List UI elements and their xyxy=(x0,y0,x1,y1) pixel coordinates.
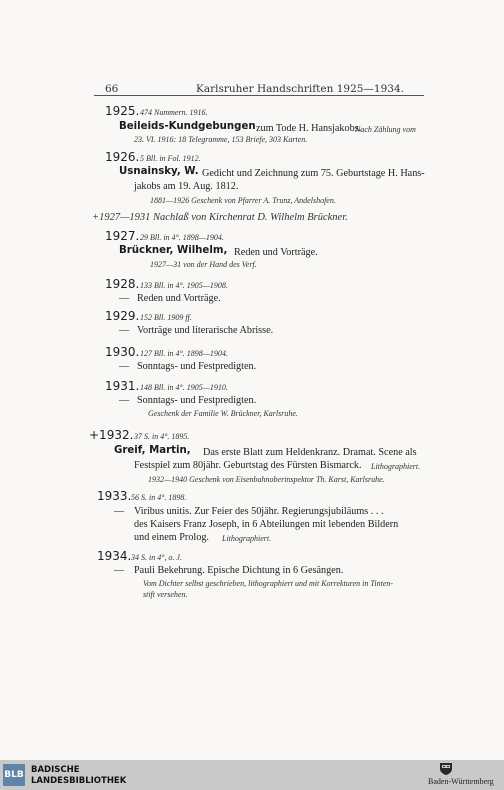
library-name[interactable] xyxy=(31,765,126,787)
entry-meta: 148 Bll. in 4°. 1905—1910. xyxy=(140,383,228,392)
nachlass-heading: +1927—1931 Nachlaß von Kirchenrat D. Wilhelm Brückner. xyxy=(92,212,348,223)
entry-note: Lithographiert. xyxy=(222,534,272,543)
entry-title-cont: des Kaisers Franz Joseph, in 6 Abteilungen mit lebenden Bildern xyxy=(134,519,399,530)
entry-meta: 127 Bll. in 4°. 1898—1904. xyxy=(140,349,228,358)
entry-dash: — xyxy=(119,325,130,336)
entry-meta: 133 Bll. in 4°. 1905—1908. xyxy=(140,281,228,290)
entry-dash: — xyxy=(114,506,125,517)
entry-meta: 152 Bll. 1909 ff. xyxy=(140,313,192,322)
entry-number: 1926. xyxy=(105,150,140,164)
entry-number: +1932. xyxy=(89,428,134,442)
entry-number: 1933. xyxy=(97,489,132,503)
entry-author: Beileids-Kundgebungen xyxy=(119,121,256,132)
entry-meta: 5 Bll. in Fol. 1912. xyxy=(140,154,201,163)
entry-title-cont: und einem Prolog. xyxy=(134,532,209,543)
entry-note: Lithographiert. xyxy=(371,462,421,471)
entry-provenance: 1932—1940 Geschenk von Eisenbahnoberinspektor Th. Karst, Karlsruhe. xyxy=(148,475,385,484)
entry-title: Gedicht und Zeichnung zum 75. Geburtstage H. Hans- xyxy=(202,168,425,179)
entry-title: Sonntags- und Festpredigten. xyxy=(137,395,257,406)
entry-author: Brückner, Wilhelm, xyxy=(119,245,228,256)
entry-provenance: 1927—31 von der Hand des Verf. xyxy=(150,260,257,269)
library-name-line1: BADISCHE xyxy=(31,765,80,775)
entry-dash: — xyxy=(114,565,125,576)
entry-note-cont: stift versehen. xyxy=(143,590,188,599)
entry-title-cont: jakobs am 19. Aug. 1812. xyxy=(134,181,239,192)
entry-author: Usnainsky, W. xyxy=(119,166,199,177)
blb-logo[interactable]: BLB xyxy=(3,764,25,786)
entry-number: 1925. xyxy=(105,104,140,118)
entry-number: 1931. xyxy=(105,379,140,393)
entry-title: Sonntags- und Festpredigten. xyxy=(137,361,257,372)
entry-meta: 56 S. in 4°. 1898. xyxy=(131,493,187,502)
entry-title: Vorträge und literarische Abrisse. xyxy=(137,325,274,336)
entry-number: 1930. xyxy=(105,345,140,359)
footer-bar xyxy=(0,760,504,790)
entry-meta: 34 S. in 4°, o. J. xyxy=(131,553,182,562)
entry-note: Nach Zählung vom xyxy=(355,125,416,134)
entry-dash: — xyxy=(119,293,130,304)
entry-number: 1928. xyxy=(105,277,140,291)
entry-title: Pauli Bekehrung. Epische Dichtung in 6 Gesängen. xyxy=(134,565,344,576)
entry-title: Reden und Vorträge. xyxy=(137,293,221,304)
entry-meta: 474 Nummern. 1916. xyxy=(140,108,208,117)
running-title: Karlsruher Handschriften 1925—1934. xyxy=(196,83,404,95)
entry-title: Reden und Vorträge. xyxy=(234,247,318,258)
entry-title: Das erste Blatt zum Heldenkranz. Dramat. Scene als xyxy=(203,447,417,458)
library-name-line2: LANDESBIBLIOTHEK xyxy=(31,776,127,786)
coat-of-arms-icon xyxy=(439,762,453,775)
page-number: 66 xyxy=(105,83,119,95)
partner-name[interactable]: Baden-Württemberg xyxy=(428,777,494,786)
entry-provenance: Geschenk der Familie W. Brückner, Karlsruhe. xyxy=(148,409,298,418)
entry-meta: 29 Bll. in 4°. 1898—1904. xyxy=(140,233,224,242)
entry-dash: — xyxy=(119,361,130,372)
entry-number: 1929. xyxy=(105,309,140,323)
entry-title: Viribus unitis. Zur Feier des 50jähr. Regierungsjubiläums . . . xyxy=(134,506,384,517)
entry-meta: 37 S. in 4°. 1895. xyxy=(134,432,190,441)
entry-note: Vom Dichter selbst geschrieben, lithographiert und mit Korrekturen in Tinten- xyxy=(143,579,394,588)
header-rule xyxy=(94,95,424,96)
entry-title-cont: Festspiel zum 80jähr. Geburtstag des Fürsten Bismarck. xyxy=(134,460,362,471)
entry-author: Greif, Martin, xyxy=(114,445,191,456)
entry-title: zum Tode H. Hansjakobs. xyxy=(256,123,362,134)
entry-dash: — xyxy=(119,395,130,406)
entry-number: 1927. xyxy=(105,229,140,243)
entry-provenance: 1881—1926 Geschenk von Pfarrer A. Trunz, Andelshofen. xyxy=(150,196,336,205)
entry-note-cont: 23. VI. 1916: 18 Telegramme, 153 Briefe, 303 Karten. xyxy=(134,135,308,144)
entry-number: 1934. xyxy=(97,549,132,563)
